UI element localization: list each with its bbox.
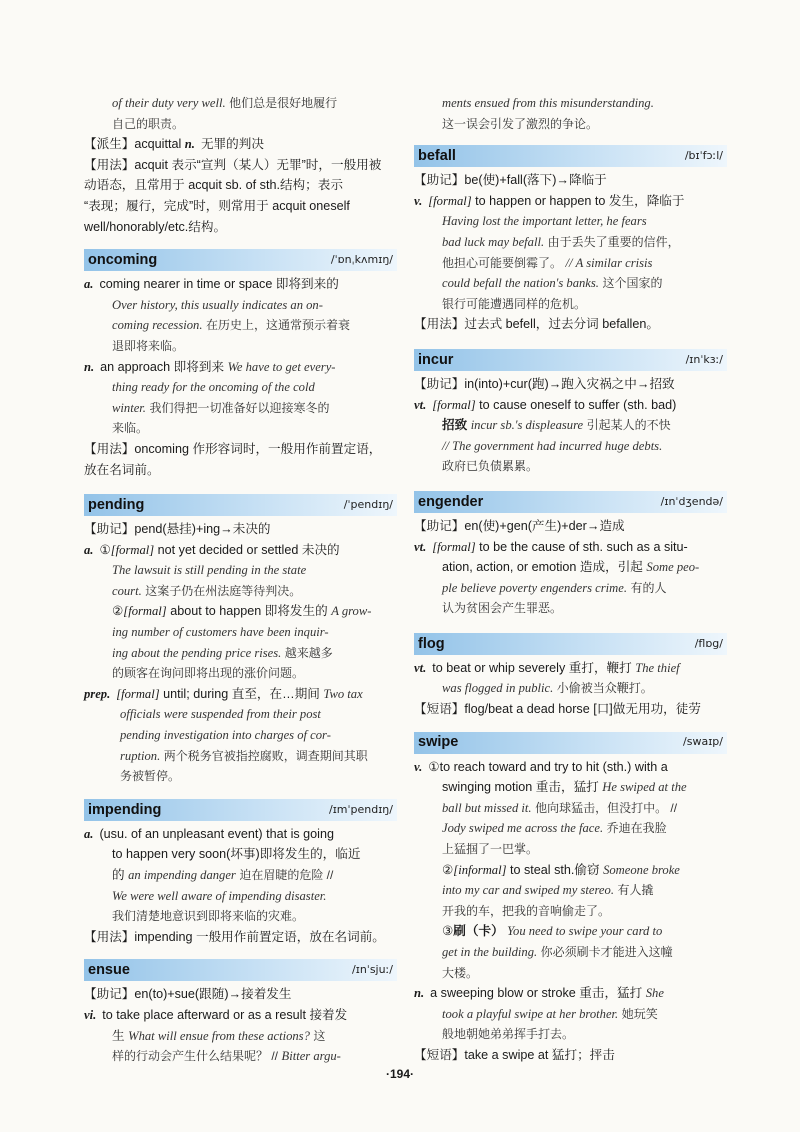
- translation-text: 样的行动会产生什么结果呢？ //: [112, 1049, 279, 1064]
- usage-tag: 【用法】: [84, 441, 135, 456]
- register-label: [formal]: [428, 193, 472, 208]
- register-label: [formal]: [110, 542, 155, 557]
- idiom-tag: 【短语】: [414, 1047, 465, 1062]
- definition: to cause oneself to suffer (sth. bad): [479, 397, 677, 412]
- sense-noun: [414, 983, 727, 1045]
- sense-adjective: [84, 274, 397, 356]
- sense-noun: [84, 357, 397, 439]
- phonetic: /ˈpendɪŋ/: [343, 497, 393, 511]
- definition: to happen very soon(坏事)即将发生的，临近: [112, 847, 361, 862]
- translation-text: 这一误会引发了激烈的争论。: [442, 116, 599, 131]
- example-text: ing number of customers have been inquir-: [112, 625, 329, 640]
- page-number: ·194·: [385, 1067, 414, 1081]
- mnemonic-text: pend(悬挂)+ing→未决的: [134, 522, 271, 537]
- sense-preposition: [84, 684, 397, 787]
- translation-text: 我们清楚地意识到即将来临的灾难。: [112, 909, 305, 924]
- sense-number: ①: [99, 542, 111, 557]
- definition: not yet decided or settled 未决的: [157, 542, 340, 557]
- sense-transitive-verb: [414, 395, 727, 477]
- headword: oncoming: [88, 251, 158, 268]
- translation-text: 有人撬: [617, 883, 654, 898]
- mnemonic-tag: 【助记】: [84, 522, 135, 537]
- example-text: was flogged in public.: [442, 681, 554, 696]
- mnemonic-text: en(to)+sue(跟随)→接着发生: [134, 987, 292, 1002]
- derivative-word: acquittal: [134, 137, 182, 152]
- example-text: incur sb.'s displeasure: [470, 418, 584, 433]
- example-text: coming recession.: [112, 318, 203, 333]
- register-label: [formal]: [123, 604, 167, 619]
- example-text: took a playful swipe at her brother.: [442, 1006, 619, 1021]
- phonetic: /ɪnˈsjuː/: [352, 963, 393, 977]
- headword: engender: [418, 493, 484, 510]
- pos-label: vt.: [414, 397, 427, 412]
- translation-text: 我们得把一切准备好以迎接寒冬的: [149, 400, 330, 415]
- definition: (usu. of an unpleasant event) that is going: [99, 826, 334, 841]
- example-text: court.: [112, 583, 142, 598]
- definition: a sweeping blow or stroke 重击，猛打: [430, 986, 643, 1001]
- definition: until; during 直至，在…期间: [163, 686, 320, 701]
- example-text: thing ready for the oncoming of the cold: [112, 380, 315, 395]
- mnemonic-tag: 【助记】: [84, 987, 135, 1002]
- pos-label: n.: [84, 359, 95, 374]
- example-text: We were well aware of impending disaster.: [112, 888, 327, 903]
- translation-text: 上猛掴了一巴掌。: [442, 842, 539, 857]
- usage-line: well/honorably/etc.结构。: [84, 219, 227, 234]
- example-text: Having lost the important letter, he fears: [442, 214, 647, 229]
- entry-header-impending: [84, 799, 397, 821]
- pos-label: n.: [184, 137, 195, 152]
- translation-text: 她玩笑: [621, 1006, 658, 1021]
- entry-header-pending: [84, 494, 397, 516]
- headword: ensue: [88, 962, 130, 979]
- translation-text: 大楼。: [442, 965, 479, 980]
- headword: incur: [418, 351, 454, 368]
- sense-adjective: [84, 824, 397, 927]
- definition: to reach toward and try to hit (sth.) with a: [439, 759, 668, 774]
- example-text: ing about the pending price rises.: [112, 645, 282, 660]
- headword: befall: [418, 147, 456, 164]
- definition: coming nearer in time or space 即将到来的: [99, 277, 339, 292]
- pos-label: prep.: [84, 686, 111, 701]
- register-label: [formal]: [432, 539, 476, 554]
- mnemonic-line: [84, 519, 397, 540]
- acquit-example-cont: [84, 93, 397, 134]
- example-text: Some peo-: [646, 560, 700, 575]
- right-column: [414, 93, 727, 1066]
- definition: to happen or happen to 发生，降临于: [475, 193, 685, 208]
- pos-label: a.: [84, 277, 94, 292]
- usage-tag: 【用法】: [84, 929, 135, 944]
- translation-text: 这: [313, 1028, 326, 1043]
- translation-text: 的顾客在询问即将出现的涨价问题。: [112, 666, 305, 681]
- usage-note: [84, 155, 397, 237]
- example-text: Jody swiped me across the face.: [442, 821, 604, 836]
- translation-text: 有的人: [630, 580, 667, 595]
- mnemonic-tag: 【助记】: [414, 518, 465, 533]
- ensue-example-cont: [414, 93, 727, 134]
- translation-text: 般地朝她弟弟挥手打去。: [442, 1027, 575, 1042]
- mnemonic-line: [414, 374, 727, 395]
- usage-line: 动语态，且常用于 acquit sb. of sth.结构；表示: [84, 178, 343, 193]
- example-text: He swiped at the: [602, 780, 687, 795]
- translation-text: 自己的职责。: [112, 116, 185, 131]
- derivative-tag: 【派生】: [84, 137, 135, 152]
- sense-transitive-verb: [414, 658, 727, 699]
- example-text: could befall the nation's banks.: [442, 276, 599, 291]
- pos-label: v.: [414, 193, 423, 208]
- pos-label: n.: [414, 986, 425, 1001]
- sense-verb-1: [414, 757, 727, 860]
- example-text: pending investigation into charges of cor-: [120, 728, 331, 743]
- example-text: You need to swipe your card to: [507, 924, 663, 939]
- usage-line: acquit 表示“宣判（某人）无罪”时，一般用被: [134, 157, 382, 172]
- sense-adjective-2: [84, 601, 397, 683]
- phonetic: /ɪnˈdʒendə/: [660, 494, 723, 508]
- mnemonic-tag: 【助记】: [414, 376, 465, 391]
- sense-verb-3: [414, 921, 727, 983]
- example-text: Someone broke: [603, 862, 680, 877]
- mnemonic-text: en(使)+gen(产生)+der→造成: [464, 518, 625, 533]
- translation-text: 两个税务官被指控腐败，调查期间其职: [163, 748, 368, 763]
- translation-text: 开我的车，把我的音响偷走了。: [442, 903, 611, 918]
- usage-line: 放在名词前。: [84, 462, 160, 477]
- usage-note: [84, 927, 397, 948]
- pos-label: v.: [414, 759, 423, 774]
- sense-transitive-verb: [414, 537, 727, 619]
- example-text: ruption.: [120, 748, 161, 763]
- phonetic: /bɪˈfɔːl/: [684, 148, 723, 162]
- translation-text: 由于丢失了重要的信件，: [547, 234, 680, 249]
- sense-number: ③: [442, 924, 454, 939]
- translation-text: 你必须刷卡才能进入这幢: [540, 945, 673, 959]
- example-text: // The government had incurred huge debts.: [442, 438, 663, 453]
- translation-text: 越来越多: [284, 645, 333, 660]
- translation-text: 小偷被当众鞭打。: [556, 681, 653, 696]
- register-label: [formal]: [116, 686, 160, 701]
- translation-text: 退即将来临。: [112, 338, 185, 353]
- sense-number: ②: [442, 862, 454, 877]
- example-text: of their duty very well.: [112, 96, 226, 110]
- usage-tag: 【用法】: [84, 157, 135, 172]
- idiom-tag: 【短语】: [414, 702, 465, 717]
- translation-text: 政府已负债累累。: [442, 459, 539, 474]
- sense-adjective: [84, 540, 397, 602]
- example-text: The lawsuit is still pending in the state: [112, 563, 307, 578]
- example-text: The thief: [635, 660, 680, 675]
- entry-header-ensue: [84, 959, 397, 981]
- derivative-line: [84, 134, 397, 155]
- translation-text: 他担心可能要倒霉了。: [442, 255, 563, 270]
- definition: 刷（卡）: [453, 924, 504, 939]
- sense-number: ②: [112, 604, 124, 619]
- usage-note: [84, 439, 397, 480]
- usage-line: oncoming 作形容词时，一般用作前置定语，: [134, 441, 382, 456]
- idiom-line: [414, 1045, 727, 1066]
- translation-text: 来临。: [112, 421, 149, 436]
- example-text: // A similar crisis: [565, 255, 653, 270]
- entry-header-befall: [414, 145, 727, 167]
- usage-line: impending 一般用作前置定语，放在名词前。: [134, 929, 385, 944]
- definition: 生: [112, 1028, 125, 1043]
- usage-tag: 【用法】: [414, 317, 465, 332]
- definition: swinging motion 重击，猛打: [442, 780, 599, 795]
- example-text: Bitter argu-: [281, 1049, 341, 1064]
- example-text: ments ensued from this misunderstanding.: [442, 96, 654, 110]
- sense-verb-2: [414, 860, 727, 922]
- translation-text: 这个国家的: [602, 276, 663, 291]
- translation-text: 迫在眉睫的危险 //: [239, 868, 334, 882]
- phonetic: /ˈɒnˌkʌmɪŋ/: [330, 252, 393, 266]
- idiom-text: flog/beat a dead horse [口]做无用功，徒劳: [464, 702, 701, 717]
- translation-text: 引起某人的不快: [586, 418, 671, 433]
- example-text: winter.: [112, 400, 146, 415]
- example-text: She: [645, 986, 664, 1001]
- usage-line: “表现；履行，完成”时，则常用于 acquit oneself: [84, 198, 350, 213]
- idiom-text: take a swipe at 猛打；抨击: [464, 1047, 615, 1062]
- definition: to take place afterward or as a result 接着发: [102, 1007, 348, 1022]
- translation-text: 在历史上，这通常预示着衰: [205, 318, 350, 333]
- example-text: get in the building.: [442, 945, 538, 959]
- entry-header-flog: [414, 633, 727, 655]
- example-text: into my car and swiped my stereo.: [442, 883, 614, 898]
- register-label: [formal]: [432, 397, 476, 412]
- translation-text: 乔迪在我脸: [606, 821, 667, 836]
- example-text: bad luck may befall.: [442, 234, 545, 249]
- sense-verb: [414, 191, 727, 315]
- headword: impending: [88, 801, 162, 818]
- definition: ation, action, or emotion 造成，引起: [442, 560, 643, 575]
- translation-text: 认为贫困会产生罪恶。: [442, 601, 563, 616]
- mnemonic-line: [414, 170, 727, 191]
- mnemonic-tag: 【助记】: [414, 173, 465, 188]
- register-label: [informal]: [453, 862, 507, 877]
- phonetic: /ɪmˈpendɪŋ/: [328, 802, 393, 816]
- pos-label: a.: [84, 826, 94, 841]
- pos-label: vt.: [414, 539, 427, 554]
- example-text: ball but missed it.: [442, 800, 532, 815]
- definition: an approach 即将到来: [100, 359, 225, 374]
- pos-label: vi.: [84, 1007, 97, 1022]
- translation-text: 他们总是很好地履行: [229, 96, 338, 110]
- phonetic: /ɪnˈkɜː/: [685, 352, 723, 366]
- usage-line: 过去式 befell，过去分词 befallen。: [464, 317, 659, 332]
- entry-header-engender: [414, 491, 727, 513]
- sense-number: ①: [428, 759, 440, 774]
- pos-label: a.: [84, 542, 94, 557]
- definition: 的: [112, 868, 125, 882]
- entry-header-oncoming: [84, 249, 397, 271]
- headword: swipe: [418, 734, 459, 751]
- translation-text: 这案子仍在州法庭等待判决。: [145, 583, 302, 598]
- headword: pending: [88, 496, 145, 513]
- mnemonic-text: in(into)+cur(跑)→跑入灾祸之中→招致: [464, 376, 675, 391]
- translation-text: 他向球猛击，但没打中。 //: [535, 800, 678, 815]
- example-text: What will ensue from these actions?: [128, 1028, 310, 1043]
- example-text: ple believe poverty engenders crime.: [442, 580, 627, 595]
- mnemonic-text: be(使)+fall(落下)→降临于: [464, 173, 607, 188]
- headword: flog: [418, 635, 445, 652]
- left-column: [84, 93, 397, 1067]
- usage-note: [414, 314, 727, 335]
- example-text: A grow-: [331, 604, 372, 619]
- definition: to beat or whip severely 重打，鞭打: [432, 660, 632, 675]
- translation-text: 务被暂停。: [120, 769, 181, 784]
- definition: about to happen 即将发生的: [170, 604, 328, 619]
- entry-header-incur: [414, 349, 727, 371]
- example-text: Two tax: [323, 686, 363, 701]
- example-text: Over history, this usually indicates an on-: [112, 297, 323, 312]
- sense-intransitive-verb: [84, 1005, 397, 1067]
- derivative-meaning: 无罪的判决: [200, 137, 264, 152]
- pos-label: vt.: [414, 660, 427, 675]
- phonetic: /flɒg/: [694, 636, 723, 650]
- mnemonic-line: [414, 516, 727, 537]
- idiom-line: [414, 699, 727, 720]
- mnemonic-line: [84, 984, 397, 1005]
- example-text: We have to get every-: [227, 359, 336, 374]
- phonetic: /swaɪp/: [683, 735, 723, 749]
- definition-zh: 招致: [442, 418, 468, 433]
- example-text: an impending danger: [128, 868, 236, 882]
- definition: to be the cause of sth. such as a situ-: [479, 539, 688, 554]
- definition: to steal sth.偷窃: [509, 862, 600, 877]
- translation-text: 银行可能遭遇同样的危机。: [442, 296, 587, 311]
- entry-header-swipe: [414, 732, 727, 754]
- example-text: officials were suspended from their post: [120, 707, 321, 722]
